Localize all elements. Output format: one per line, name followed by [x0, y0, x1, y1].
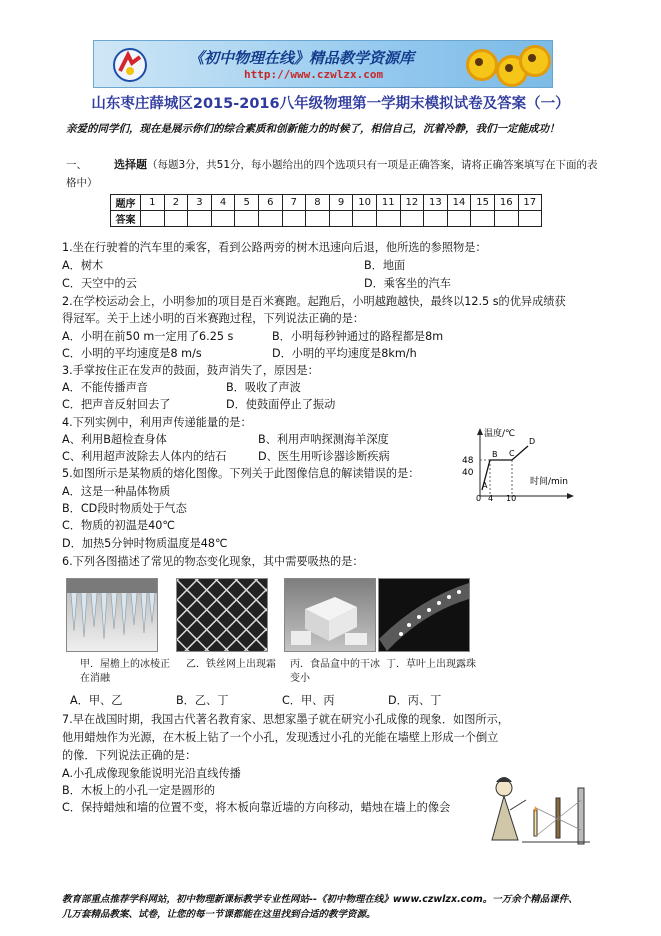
sunflower-icon: [466, 49, 498, 81]
q1-option-d: D．乘客坐的汽车: [364, 277, 451, 290]
q3-option-b: B．吸收了声波: [226, 381, 301, 394]
question-number-cell: 16: [494, 195, 518, 211]
question-7-stem-line3: 的像．下列说法正确的是：: [62, 749, 197, 762]
graph-point-label: D: [529, 437, 536, 446]
graph-y-label: 温度/℃: [484, 429, 516, 439]
page-footer: [62, 892, 612, 922]
question-number-cell: 13: [424, 195, 448, 211]
answer-table-answer-row: [111, 211, 542, 227]
q6-option-c: C．甲、丙: [282, 694, 335, 707]
graph-y-tick: 40: [462, 468, 474, 478]
question-number-cell: 6: [258, 195, 282, 211]
q4-option-a: A、利用B超检查身体: [62, 433, 167, 446]
answer-cell[interactable]: [424, 211, 448, 227]
question-7-stem-line1: 7.早在战国时期，我国古代著名教育家、思想家墨子就在研究小孔成像的现象．如图所示，: [62, 713, 509, 726]
footer-line-1: 教育部重点推荐学科网站，初中物理新课标教学专业性网站--《初中物理在线》www.czwlzx.com。一万余个精品课件、: [62, 894, 578, 905]
section-heading: [66, 156, 606, 192]
question-2-stem-line1: 2.在学校运动会上，小明参加的项目是百米赛跑。起跑后，小明越跑越快，最终以12.5 s的优异成绩获: [62, 295, 566, 308]
q6-option-a: A．甲、乙: [70, 694, 123, 707]
graph-curve: [482, 446, 528, 490]
question-6-stem: 6.下列各图描述了常见的物态变化现象，其中需要吸热的是：: [62, 555, 364, 568]
q7-option-b: B．木板上的小孔一定是圆形的: [62, 784, 216, 797]
answer-cell[interactable]: [258, 211, 282, 227]
q2-option-a: A．小明在前50 m一定用了6.25 s: [62, 330, 234, 343]
photo-dew-leaf: [378, 578, 470, 652]
q5-option-a: A．这是一种晶体物质: [62, 485, 171, 498]
q4-option-d: D、医生用听诊器诊断疾病: [258, 450, 390, 463]
question-number-cell: 12: [400, 195, 424, 211]
question-number-cell: 5: [235, 195, 259, 211]
photo-frost-wire: [176, 578, 268, 652]
answer-cell[interactable]: [211, 211, 235, 227]
answer-cell[interactable]: [235, 211, 259, 227]
graph-x-arrow: [567, 493, 574, 499]
banner-title: 《初中物理在线》精品教学资源库: [189, 49, 415, 67]
q5-option-b: B．CD段时物质处于气态: [62, 502, 187, 515]
graph-y-arrow: [477, 428, 483, 435]
q3-option-c: C．把声音反射回去了: [62, 398, 171, 411]
table-header-cell: 答案: [111, 211, 141, 227]
mozi-pinhole-illustration: [482, 770, 592, 850]
answer-cell[interactable]: [447, 211, 471, 227]
q2-option-c: C．小明的平均速度是8 m/s: [62, 347, 202, 360]
question-number-cell: 14: [447, 195, 471, 211]
question-number-cell: 1: [141, 195, 165, 211]
answer-cell[interactable]: [188, 211, 212, 227]
site-logo-icon: [110, 45, 150, 83]
caption-bing: 丙．食品盒中的干冰变小: [290, 659, 380, 684]
answer-cell[interactable]: [353, 211, 377, 227]
answer-cell[interactable]: [376, 211, 400, 227]
answer-cell[interactable]: [282, 211, 306, 227]
q4-option-b: B、利用声呐探测海羊深度: [258, 433, 389, 446]
question-3-stem: 3.手掌按住正在发声的鼓面，鼓声消失了，原因是：: [62, 364, 319, 377]
graph-point-label: A: [482, 481, 488, 490]
question-number-cell: 3: [188, 195, 212, 211]
banner-url[interactable]: http://www.czwlzx.com: [244, 68, 384, 81]
answer-cell[interactable]: [494, 211, 518, 227]
site-banner: [93, 40, 553, 88]
photo-dry-ice: [284, 578, 376, 652]
answer-cell[interactable]: [164, 211, 188, 227]
answer-cell[interactable]: [141, 211, 165, 227]
caption-yi: 乙．铁丝网上出现霜: [186, 659, 276, 670]
answer-table: [110, 194, 542, 227]
q1-option-c: C．天空中的云: [62, 277, 137, 290]
answer-table-header-row: [111, 195, 542, 211]
caption-ding: 丁．草叶上出现露珠: [386, 659, 476, 670]
q1-option-a: A．树木: [62, 259, 104, 272]
answer-cell[interactable]: [306, 211, 330, 227]
question-number-cell: 10: [353, 195, 377, 211]
graph-y-tick: 48: [462, 456, 474, 466]
question-5-stem: 5.如图所示是某物质的熔化图像。下列关于此图像信息的解读错误的是：: [62, 467, 420, 480]
graph-point-label: B: [492, 450, 498, 459]
question-2-stem-line2: 得冠军。关于上述小明的百米赛跑过程，下列说法正确的是：: [62, 312, 365, 325]
q5-option-c: C．物质的初温是40℃: [62, 519, 175, 532]
graph-x-tick: 10: [506, 494, 517, 502]
document-title: 山东枣庄薛城区2015-2016八年级物理第一学期末模拟试卷及答案（一）: [91, 96, 570, 112]
question-number-cell: 2: [164, 195, 188, 211]
graph-x-tick: 0: [476, 494, 482, 502]
question-number-cell: 7: [282, 195, 306, 211]
q6-option-b: B．乙、丁: [176, 694, 229, 707]
question-4-stem: 4.下列实例中，利用声传递能量的是：: [62, 416, 252, 429]
photo-icicles: [66, 578, 158, 652]
q3-option-a: A．不能传播声音: [62, 381, 148, 394]
question-number-cell: 9: [329, 195, 353, 211]
intro-text: 亲爱的同学们，现在是展示你们的综合素质和创新能力的时候了，相信自己，沉着冷静，我们一定能成功！: [66, 123, 560, 135]
answer-cell[interactable]: [400, 211, 424, 227]
sunflower-icon: [519, 45, 551, 77]
q4-option-c: C、利用超声波除去人体内的结石: [62, 450, 227, 463]
table-header-cell: 题序: [111, 195, 141, 211]
q7-option-a: A.小孔成像现象能说明光沿直线传播: [62, 767, 241, 780]
answer-cell[interactable]: [471, 211, 495, 227]
question-7-stem-line2: 他用蜡烛作为光源，在木板上钻了一个小孔，发现透过小孔的光能在墙壁上形成一个倒立: [62, 731, 499, 744]
q3-option-d: D．使鼓面停止了振动: [226, 398, 336, 411]
graph-x-tick: 4: [488, 494, 494, 502]
graph-point-label: C: [509, 449, 515, 458]
q7-option-c: C．保持蜡烛和墙的位置不变，将木板向靠近墙的方向移动，蜡烛在墙上的像会: [62, 801, 451, 814]
q1-option-b: B．地面: [364, 259, 406, 272]
section-desc: （每题3分，共51分，每小题给出的四个选项只有一项是正确答案，请将正确答案填写在下面的表格中）: [66, 159, 598, 189]
section-label: 选择题: [114, 158, 147, 171]
question-number-cell: 17: [518, 195, 542, 211]
question-number-cell: 4: [211, 195, 235, 211]
question-number-cell: 11: [376, 195, 400, 211]
q5-option-d: D．加热5分钟时物质温度是48℃: [62, 537, 228, 550]
q6-option-d: D．丙、丁: [388, 694, 442, 707]
caption-jia: 甲．屋檐上的冰棱正在消融: [80, 659, 170, 684]
question-1-stem: 1.坐在行驶着的汽车里的乘客，看到公路两旁的树木迅速向后退，他所选的参照物是：: [62, 241, 487, 254]
question-number-cell: 15: [471, 195, 495, 211]
section-number: 一、: [66, 159, 87, 171]
answer-cell[interactable]: [329, 211, 353, 227]
q2-option-d: D．小明的平均速度是8km/h: [272, 347, 417, 360]
q2-option-b: B．小明每秒钟通过的路程都是8m: [272, 330, 444, 343]
question-number-cell: 8: [306, 195, 330, 211]
footer-line-2: 几万套精品教案、试卷，让您的每一节课都能在这里找到合适的教学资源。: [62, 909, 376, 920]
graph-x-label: 时间/min: [530, 477, 569, 487]
answer-cell[interactable]: [518, 211, 542, 227]
melting-graph: [458, 424, 578, 502]
